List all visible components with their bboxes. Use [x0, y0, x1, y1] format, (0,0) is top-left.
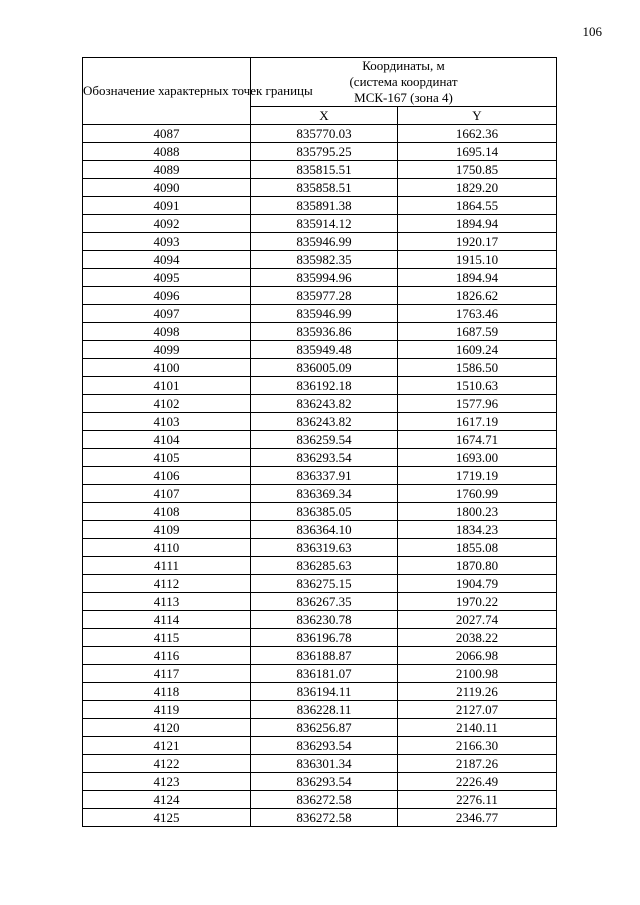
- cell-point: 4092: [83, 215, 251, 233]
- cell-y: 1870.80: [398, 557, 557, 575]
- table-row: [83, 719, 557, 737]
- cell-y: 1763.46: [398, 305, 557, 323]
- cell-x: 836194.11: [251, 683, 398, 701]
- table-row: [83, 503, 557, 521]
- cell-y: 1693.00: [398, 449, 557, 467]
- cell-point: 4106: [83, 467, 251, 485]
- table-row: [83, 485, 557, 503]
- cell-y: 1855.08: [398, 539, 557, 557]
- cell-point: 4120: [83, 719, 251, 737]
- cell-point: 4105: [83, 449, 251, 467]
- cell-x: 836272.58: [251, 791, 398, 809]
- table-row: [83, 557, 557, 575]
- cell-y: 2187.26: [398, 755, 557, 773]
- cell-x: 836243.82: [251, 395, 398, 413]
- table-row: [83, 125, 557, 143]
- header-coords-line1: Координаты, м: [362, 58, 445, 73]
- cell-x: 836301.34: [251, 755, 398, 773]
- cell-y: 2346.77: [398, 809, 557, 827]
- cell-point: 4096: [83, 287, 251, 305]
- cell-point: 4110: [83, 539, 251, 557]
- cell-x: 835770.03: [251, 125, 398, 143]
- table-row: [83, 269, 557, 287]
- cell-y: 2100.98: [398, 665, 557, 683]
- cell-y: 1695.14: [398, 143, 557, 161]
- cell-y: 1662.36: [398, 125, 557, 143]
- cell-point: 4122: [83, 755, 251, 773]
- cell-x: 836275.15: [251, 575, 398, 593]
- table-row: [83, 773, 557, 791]
- cell-y: 1510.63: [398, 377, 557, 395]
- table-row: [83, 251, 557, 269]
- cell-point: 4100: [83, 359, 251, 377]
- table-row: [83, 737, 557, 755]
- cell-x: 835858.51: [251, 179, 398, 197]
- cell-y: 1719.19: [398, 467, 557, 485]
- table-row: [83, 215, 557, 233]
- cell-x: 836228.11: [251, 701, 398, 719]
- cell-point: 4097: [83, 305, 251, 323]
- table-row: [83, 323, 557, 341]
- cell-point: 4116: [83, 647, 251, 665]
- cell-y: 2226.49: [398, 773, 557, 791]
- cell-y: 1826.62: [398, 287, 557, 305]
- table-row: [83, 575, 557, 593]
- cell-x: 835795.25: [251, 143, 398, 161]
- table-header: [83, 58, 557, 125]
- table-row: [83, 287, 557, 305]
- cell-x: 836293.54: [251, 773, 398, 791]
- table-row: [83, 449, 557, 467]
- cell-point: 4104: [83, 431, 251, 449]
- table-row: [83, 377, 557, 395]
- cell-point: 4090: [83, 179, 251, 197]
- table-row: [83, 665, 557, 683]
- cell-point: 4118: [83, 683, 251, 701]
- cell-x: 836385.05: [251, 503, 398, 521]
- cell-point: 4108: [83, 503, 251, 521]
- cell-x: 835914.12: [251, 215, 398, 233]
- cell-y: 2027.74: [398, 611, 557, 629]
- cell-point: 4094: [83, 251, 251, 269]
- cell-x: 836243.82: [251, 413, 398, 431]
- cell-x: 836230.78: [251, 611, 398, 629]
- cell-point: 4091: [83, 197, 251, 215]
- header-y: Y: [398, 107, 557, 125]
- cell-x: 835994.96: [251, 269, 398, 287]
- cell-y: 1617.19: [398, 413, 557, 431]
- cell-y: 1834.23: [398, 521, 557, 539]
- table-row: [83, 539, 557, 557]
- header-coordinates: [251, 58, 557, 107]
- cell-point: 4111: [83, 557, 251, 575]
- cell-y: 1894.94: [398, 215, 557, 233]
- table-row: [83, 431, 557, 449]
- table-row: [83, 647, 557, 665]
- table-row: [83, 521, 557, 539]
- table-row: [83, 197, 557, 215]
- header-coords-line3: МСК-167 (зона 4): [354, 90, 453, 105]
- table-row: [83, 143, 557, 161]
- cell-x: 835946.99: [251, 305, 398, 323]
- cell-y: 1800.23: [398, 503, 557, 521]
- cell-y: 1577.96: [398, 395, 557, 413]
- cell-y: 2066.98: [398, 647, 557, 665]
- cell-point: 4114: [83, 611, 251, 629]
- cell-y: 1915.10: [398, 251, 557, 269]
- cell-x: 836181.07: [251, 665, 398, 683]
- cell-point: 4121: [83, 737, 251, 755]
- cell-y: 1970.22: [398, 593, 557, 611]
- cell-y: 2140.11: [398, 719, 557, 737]
- cell-point: 4109: [83, 521, 251, 539]
- cell-x: 836005.09: [251, 359, 398, 377]
- cell-point: 4119: [83, 701, 251, 719]
- cell-point: 4103: [83, 413, 251, 431]
- table-row: [83, 809, 557, 827]
- table-row: [83, 629, 557, 647]
- cell-point: 4125: [83, 809, 251, 827]
- cell-x: 835949.48: [251, 341, 398, 359]
- cell-x: 835977.28: [251, 287, 398, 305]
- table-row: [83, 161, 557, 179]
- cell-y: 1687.59: [398, 323, 557, 341]
- cell-x: 836293.54: [251, 449, 398, 467]
- cell-point: 4101: [83, 377, 251, 395]
- table-row: [83, 755, 557, 773]
- table-row: [83, 593, 557, 611]
- cell-point: 4113: [83, 593, 251, 611]
- cell-y: 1586.50: [398, 359, 557, 377]
- cell-y: 1920.17: [398, 233, 557, 251]
- cell-y: 2119.26: [398, 683, 557, 701]
- cell-x: 836192.18: [251, 377, 398, 395]
- cell-y: 2166.30: [398, 737, 557, 755]
- cell-point: 4088: [83, 143, 251, 161]
- cell-x: 836272.58: [251, 809, 398, 827]
- table-row: [83, 341, 557, 359]
- table-row: [83, 305, 557, 323]
- cell-y: 1864.55: [398, 197, 557, 215]
- cell-point: 4124: [83, 791, 251, 809]
- cell-y: 2127.07: [398, 701, 557, 719]
- cell-x: 836369.34: [251, 485, 398, 503]
- cell-x: 835982.35: [251, 251, 398, 269]
- cell-y: 1750.85: [398, 161, 557, 179]
- header-coords-line2: (система координат: [349, 74, 458, 89]
- cell-y: 1674.71: [398, 431, 557, 449]
- cell-point: 4102: [83, 395, 251, 413]
- cell-point: 4107: [83, 485, 251, 503]
- cell-x: 836364.10: [251, 521, 398, 539]
- table-row: [83, 179, 557, 197]
- table-row: [83, 233, 557, 251]
- header-point-designation: Обозначение характерных точек границы: [83, 58, 251, 125]
- cell-y: 1829.20: [398, 179, 557, 197]
- cell-point: 4093: [83, 233, 251, 251]
- cell-point: 4089: [83, 161, 251, 179]
- cell-point: 4112: [83, 575, 251, 593]
- cell-point: 4095: [83, 269, 251, 287]
- cell-y: 2276.11: [398, 791, 557, 809]
- table-row: [83, 701, 557, 719]
- table-row: [83, 611, 557, 629]
- table-row: [83, 395, 557, 413]
- cell-x: 835815.51: [251, 161, 398, 179]
- page-number: 106: [582, 24, 602, 39]
- table-body: [83, 125, 557, 827]
- cell-x: 835891.38: [251, 197, 398, 215]
- cell-y: 2038.22: [398, 629, 557, 647]
- cell-point: 4099: [83, 341, 251, 359]
- cell-point: 4098: [83, 323, 251, 341]
- cell-x: 836188.87: [251, 647, 398, 665]
- table-row: [83, 683, 557, 701]
- cell-y: 1894.94: [398, 269, 557, 287]
- cell-x: 835936.86: [251, 323, 398, 341]
- cell-x: 836256.87: [251, 719, 398, 737]
- cell-y: 1760.99: [398, 485, 557, 503]
- cell-x: 836285.63: [251, 557, 398, 575]
- cell-x: 836259.54: [251, 431, 398, 449]
- table-row: [83, 791, 557, 809]
- cell-point: 4117: [83, 665, 251, 683]
- cell-x: 836293.54: [251, 737, 398, 755]
- cell-point: 4087: [83, 125, 251, 143]
- coordinates-table: [82, 57, 557, 827]
- table-row: [83, 359, 557, 377]
- cell-x: 836319.63: [251, 539, 398, 557]
- cell-x: 836196.78: [251, 629, 398, 647]
- cell-x: 835946.99: [251, 233, 398, 251]
- cell-y: 1904.79: [398, 575, 557, 593]
- table-row: [83, 413, 557, 431]
- header-x: X: [251, 107, 398, 125]
- cell-x: 836267.35: [251, 593, 398, 611]
- cell-point: 4123: [83, 773, 251, 791]
- cell-point: 4115: [83, 629, 251, 647]
- cell-x: 836337.91: [251, 467, 398, 485]
- cell-y: 1609.24: [398, 341, 557, 359]
- table-row: [83, 467, 557, 485]
